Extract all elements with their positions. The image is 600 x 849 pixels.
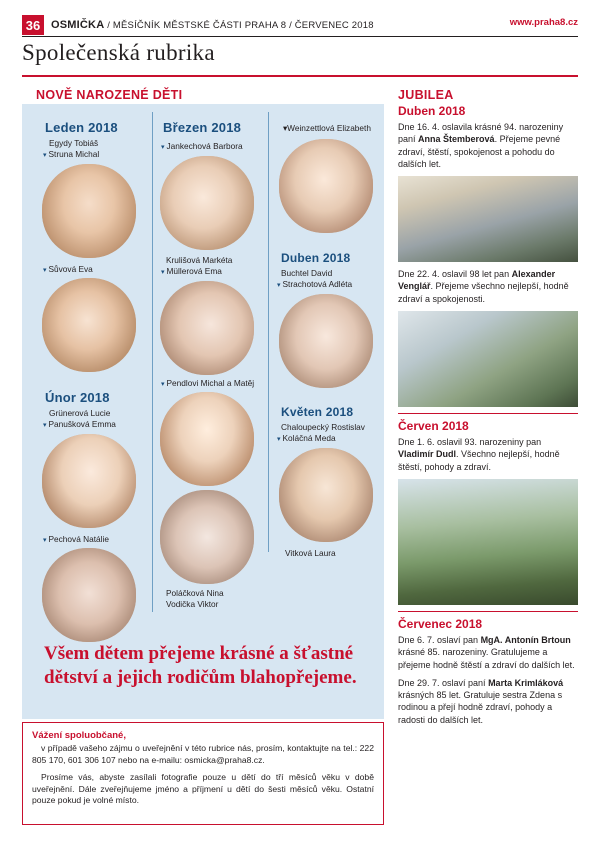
- baby-caption: Vodička Viktor: [166, 599, 219, 609]
- bullet-icon: ▾: [161, 144, 165, 151]
- photo-baby-4: [42, 548, 136, 642]
- baby-name: Buchtel David: [281, 268, 333, 278]
- baby-caption: Vitková Laura: [285, 548, 336, 558]
- notice-paragraph: Prosíme vás, abyste zasílali fotografie pouze u dětí do tří měsíců věku v době uveřejnění. Dále zveřejňujeme jméno a příjmení u dětí do šesti měsíců věku. Ostatní pouze pokud je volné místo.: [32, 772, 374, 806]
- baby-caption: Poláčková Nina: [166, 588, 224, 598]
- baby-name: ▾ Pechová Natálie: [43, 534, 109, 544]
- baby-name: ▾ Panušková Emma: [43, 419, 116, 429]
- bullet-icon: ▾: [283, 123, 288, 133]
- photo-baby-10: [279, 294, 373, 388]
- photo-baby-8: [160, 490, 254, 584]
- photo-baby-7: [160, 392, 254, 486]
- column-separator-1: [152, 112, 153, 612]
- page-number: 36: [22, 15, 44, 35]
- jubilee-text-after: . Přejeme pevné zdraví, štěstí, spokojenost a pohodu do dalších let.: [398, 134, 561, 169]
- jubilee-entry-text: [398, 268, 578, 305]
- column-separator-2: [268, 112, 269, 552]
- jubilee-entry-text: [398, 677, 578, 726]
- header-divider: [22, 36, 578, 37]
- title-divider: [22, 75, 578, 77]
- baby-name: Krulišová Markéta: [166, 255, 233, 265]
- jubilee-text-after: krásné 85. narozeniny. Gratulujeme a přejeme hodně štěstí a zdraví do dalších let.: [398, 647, 575, 670]
- bullet-icon: ▾: [43, 537, 47, 544]
- bullet-icon: ▾: [43, 267, 47, 274]
- baby-name: Grünerová Lucie: [49, 408, 111, 418]
- jubilee-text-after: . Všechno nejlepší, hodně štěstí, pohody a zdraví.: [398, 449, 560, 472]
- jubilee-text-after: krásných 85 let. Gratuluje sestra Zdena s rodinou a přejí hodně zdraví, pohody a radosti do dalších let.: [398, 690, 563, 725]
- bullet-icon: ▾: [43, 152, 47, 159]
- jubilee-text-before: Dne 29. 7. oslaví paní: [398, 677, 489, 688]
- baby-name: ▾ Sůvová Eva: [43, 264, 93, 274]
- baby-name: ▾ Jankechová Barbora: [161, 141, 243, 151]
- baby-name: ▾ Müllerová Ema: [161, 266, 222, 276]
- photo-baby-1: [42, 164, 136, 258]
- jubilee-entry-text: [398, 436, 578, 473]
- month-brezen: Březen 2018: [163, 120, 242, 135]
- photo-baby-11: [279, 448, 373, 542]
- month-duben: Duben 2018: [281, 251, 351, 265]
- heading-newborns: NOVĚ NAROZENÉ DĚTI: [36, 88, 183, 102]
- jubilee-person-name: Alexander Venglář: [398, 269, 556, 292]
- photo-baby-2: [42, 278, 136, 372]
- baby-name: Egydy Tobiáš: [49, 138, 99, 148]
- page-header: [22, 14, 578, 36]
- masthead: [51, 19, 374, 31]
- photo-baby-9: [279, 139, 373, 233]
- jubilee-text-before: Dne 22. 4. oslavil 98 let pan: [398, 269, 512, 280]
- notice-box: [22, 722, 384, 825]
- page-title: Společenská rubrika: [22, 40, 215, 65]
- jubilee-entry-text: [398, 121, 578, 170]
- jubilee-person-name: Anna Štemberová: [418, 134, 495, 145]
- masthead-subtitle: / MĚSÍČNÍK MĚSTSKÉ ČÁSTI PRAHA 8 / ČERVENEC 2018: [107, 20, 374, 31]
- photo-alexander-venglar: [398, 311, 578, 407]
- masthead-title: OSMIČKA: [51, 19, 105, 31]
- closing-wish: Všem dětem přejeme krásné a šťastné dětství a jejich rodičům blahopřejeme.: [44, 643, 357, 688]
- baby-name: ▾ Pendlovi Michal a Matěj: [161, 378, 255, 388]
- baby-name: ▾ Koláčná Meda: [277, 433, 336, 443]
- jubilee-divider: [398, 611, 578, 612]
- jubilee-entry-text: [398, 634, 578, 671]
- website-url[interactable]: www.praha8.cz: [509, 17, 578, 28]
- month-leden: Leden 2018: [45, 120, 118, 135]
- photo-vladimir-dudl: [398, 479, 578, 605]
- jubilee-person-name: Vladimír Dudl: [398, 449, 457, 460]
- baby-name: ▾ Struna Michal: [43, 149, 100, 159]
- photo-baby-3: [42, 434, 136, 528]
- baby-caption: ▾Weinzettlová Elizabeth: [283, 123, 371, 133]
- jubilee-text-before: Dne 6. 7. oslaví pan: [398, 634, 481, 645]
- heading-jubilees: JUBILEA: [398, 88, 454, 102]
- jubilee-month-cerven: Červen 2018: [398, 419, 469, 434]
- jubilee-text-before: Dne 16. 4. oslavila krásné 94. narozeniny paní: [398, 122, 564, 145]
- bullet-icon: ▾: [43, 422, 47, 429]
- photo-baby-6: [160, 281, 254, 375]
- jubilee-month-duben: Duben 2018: [398, 104, 466, 118]
- bullet-icon: ▾: [277, 436, 281, 443]
- photo-baby-5: [160, 156, 254, 250]
- jubilee-divider: [398, 413, 578, 414]
- bullet-icon: ▾: [161, 381, 165, 388]
- jubilee-text-before: Dne 1. 6. oslavil 93. narozeniny pan: [398, 437, 542, 448]
- jubilee-person-name: MgA. Antonín Brtoun: [480, 634, 571, 645]
- jubilees-column: [398, 104, 578, 732]
- jubilee-month-cervenec: Červenec 2018: [398, 616, 483, 631]
- jubilee-person-name: Marta Krimláková: [488, 677, 564, 688]
- month-kveten: Květen 2018: [281, 405, 354, 419]
- photo-anna-stemberova: [398, 176, 578, 262]
- baby-name: ▾ Strachotová Adléta: [277, 279, 353, 289]
- notice-title: Vážení spoluobčané,: [32, 730, 126, 741]
- bullet-icon: ▾: [277, 282, 281, 289]
- bullet-icon: ▾: [161, 269, 165, 276]
- jubilee-text-after: . Přejeme všechno nejlepší, hodně zdraví a spokojenosti.: [398, 281, 569, 304]
- notice-paragraph: v případě vašeho zájmu o uveřejnění v této rubrice nás, prosím, kontaktujte na tel.: 222 805 170, 601 306 107 nebo na e-mailu: osmicka@praha8.cz.: [32, 743, 374, 765]
- baby-name: Chaloupecký Rostislav: [281, 422, 365, 432]
- month-unor: Únor 2018: [45, 390, 110, 405]
